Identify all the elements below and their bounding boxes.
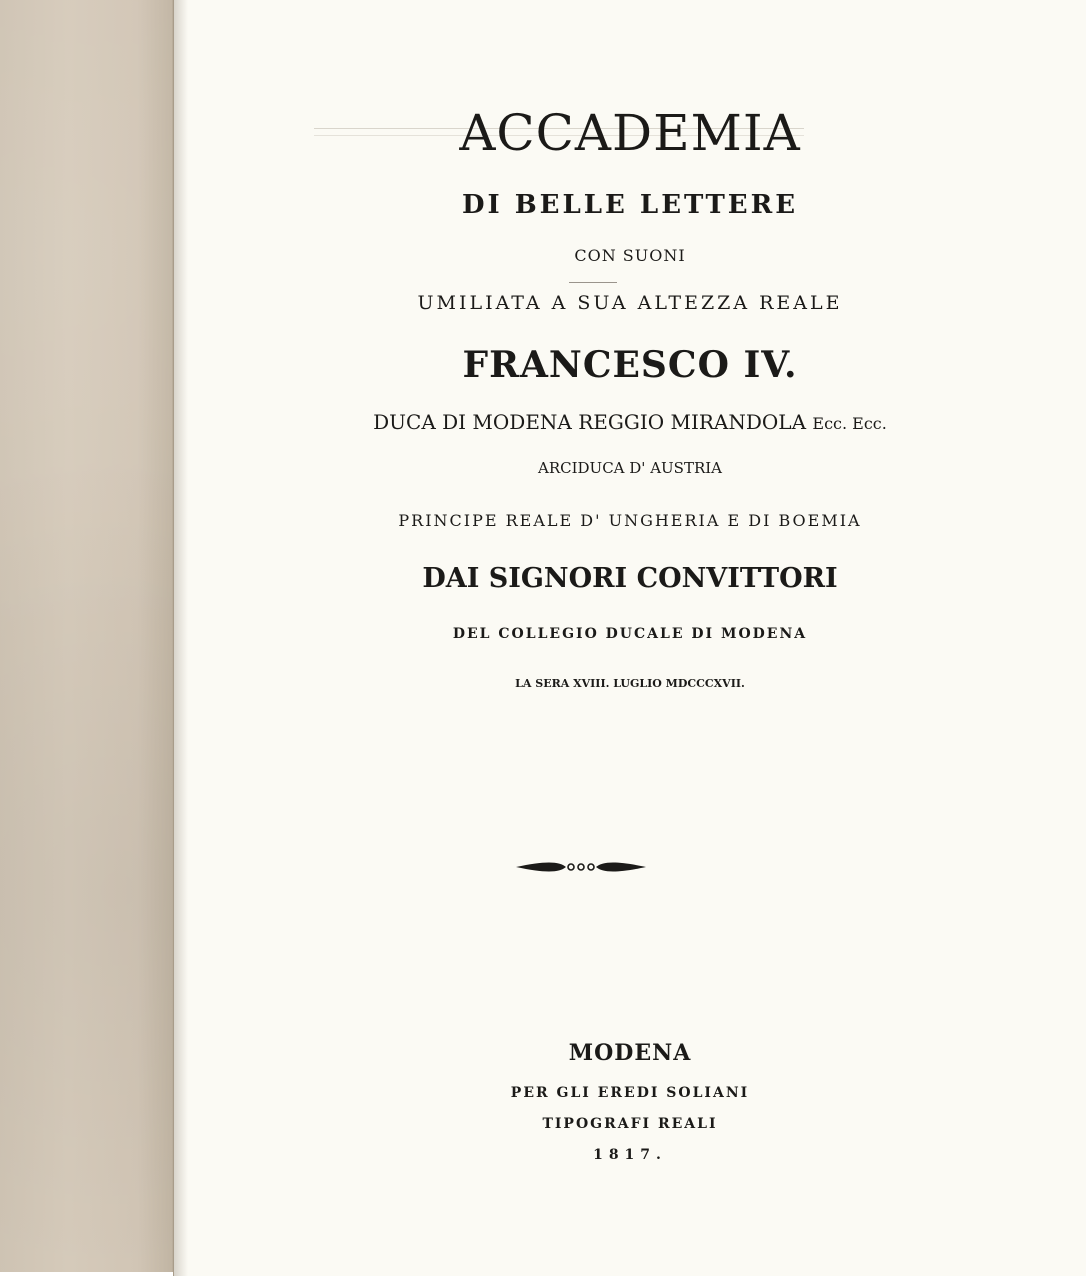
date-line: LA SERA XVIII. LUGLIO MDCCCXVII. [515,677,745,690]
subtitle: DI BELLE LETTERE [461,190,799,220]
page-title: ACCADEMIA [459,104,801,162]
short-divider [569,282,617,283]
prince-name: FRANCESCO IV. [462,344,798,386]
duke-etc: Ecc. Ecc. [812,414,887,433]
archduke-line: ARCIDUCA D' AUSTRIA [538,459,722,477]
printer-ornament-icon [514,855,648,879]
duke-title-line [174,410,1086,434]
title-page [173,0,1086,1276]
college-line: DEL COLLEGIO DUCALE DI MODENA [452,626,808,642]
imprint-printer: PER GLI EREDI SOLIANI [510,1085,750,1101]
imprint-city: MODENA [568,1040,692,1066]
principe-line: PRINCIPE REALE D' UNGHERIA E DI BOEMIA [398,511,862,530]
duke-title: DUCA DI MODENA REGGIO MIRANDOLA [373,410,807,434]
previous-leaf [0,0,173,1272]
dedication-line: UMILIATA A SUA ALTEZZA REALE [417,292,843,314]
presenters-line: DAI SIGNORI CONVITTORI [422,563,838,594]
with-music-line: CON SUONI [574,246,686,265]
imprint-printer-role: TIPOGRAFI REALI [542,1116,718,1132]
imprint-year: 1817. [593,1147,667,1163]
